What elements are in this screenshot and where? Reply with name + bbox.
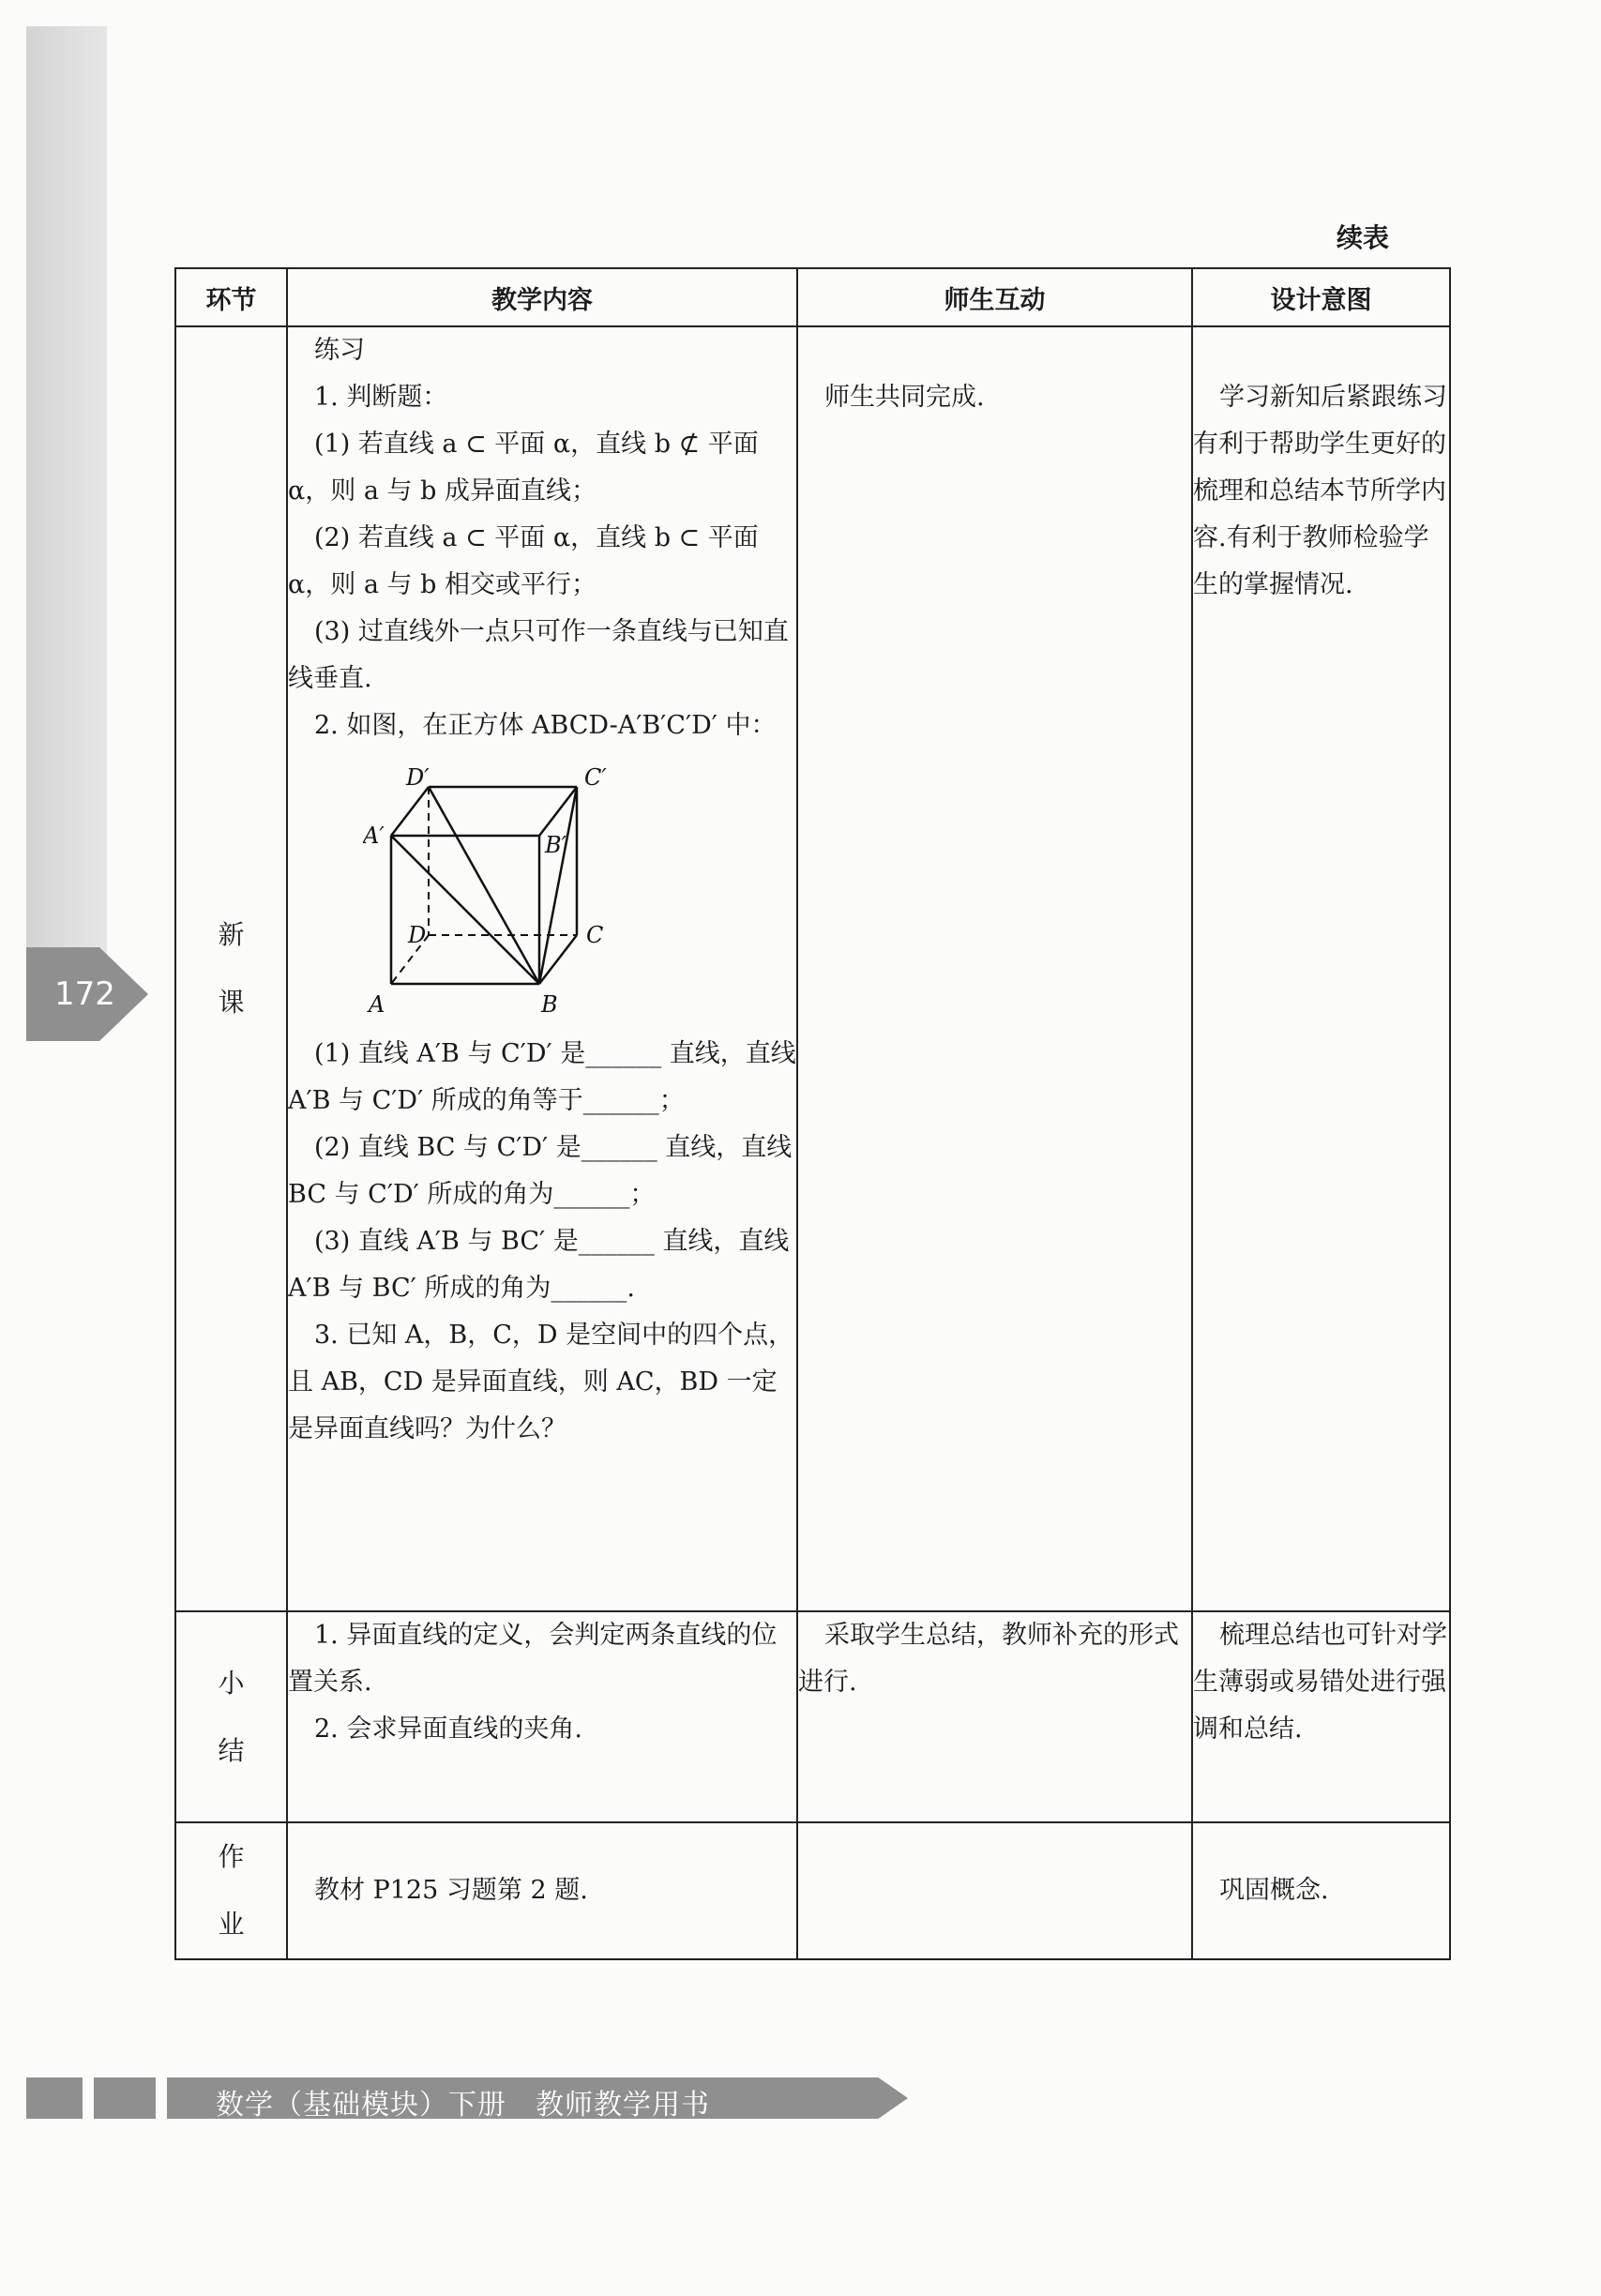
- lesson-table: [174, 267, 1451, 1960]
- table-row: [175, 1822, 1450, 1959]
- stage-cell: [175, 1822, 287, 1959]
- table-header-row: [175, 268, 1450, 326]
- content-line: (1) 直线 A′B 与 C′D′ 是______ 直线，直线 A′B 与 C′D′ 所成的角等于______；: [288, 1039, 796, 1115]
- label-Dp: D′: [406, 764, 430, 791]
- content-line: 2. 如图，在正方体 ABCD-A′B′C′D′ 中：: [314, 711, 777, 740]
- stage-char: 业: [218, 1909, 245, 1940]
- intent-cell: [1192, 1822, 1450, 1959]
- header-content: 教学内容: [287, 268, 797, 326]
- footer-title: 数学（基础模块）下册 教师教学用书: [216, 2089, 710, 2122]
- stage-char: 小: [218, 1667, 245, 1699]
- content-cell: [287, 1822, 797, 1959]
- intent-cell: [1192, 326, 1450, 1611]
- stage-cell: [175, 326, 287, 1611]
- interaction-text: 师生共同完成.: [824, 383, 985, 412]
- stage-char: 课: [218, 987, 245, 1018]
- interaction-cell: [797, 326, 1192, 1611]
- page-number: 172: [54, 975, 115, 1013]
- header-intent: 设计意图: [1192, 268, 1450, 326]
- content-line: (3) 直线 A′B 与 BC′ 是______ 直线，直线 A′B 与 BC′ 所成的角为______.: [288, 1227, 790, 1303]
- diag-ApB: [391, 836, 539, 984]
- content-line: 1. 判断题：: [314, 383, 448, 412]
- cube-figure: [363, 759, 644, 1021]
- content-line: 3. 已知 A，B，C，D 是空间中的四个点，且 AB，CD 是异面直线，则 AC，BD 一定是异面直线吗？为什么？: [288, 1321, 794, 1443]
- footer-block: [94, 2077, 156, 2119]
- content-line: 1. 异面直线的定义，会判定两条直线的位置关系.: [288, 1621, 778, 1697]
- label-Cp: C′: [584, 764, 607, 791]
- content-line: (3) 过直线外一点只可作一条直线与已知直线垂直.: [288, 617, 789, 693]
- label-A: A: [369, 991, 385, 1018]
- table-row: [175, 326, 1450, 1611]
- content-line: (2) 若直线 a ⊂ 平面 α，直线 b ⊂ 平面 α，则 a 与 b 相交或平行；: [288, 523, 759, 599]
- label-C: C: [586, 922, 604, 948]
- table-row: [175, 1611, 1450, 1822]
- content-line: 教材 P125 习题第 2 题.: [314, 1876, 588, 1905]
- label-Bp: B′: [545, 832, 567, 858]
- side-strip: [26, 26, 107, 1020]
- stage-char: 作: [218, 1841, 245, 1872]
- header-interaction: 师生互动: [797, 268, 1192, 326]
- interaction-text: 采取学生总结，教师补充的形式进行.: [798, 1621, 1179, 1697]
- content-line: 2. 会求异面直线的夹角.: [314, 1714, 582, 1744]
- content-cell: [287, 1611, 797, 1822]
- label-B: B: [541, 991, 558, 1018]
- label-D: D: [408, 922, 427, 948]
- stage-char: 结: [218, 1734, 245, 1766]
- intent-text: 学习新知后紧跟练习有利于帮助学生更好的梳理和总结本节所学内容.有利于教师检验学生的掌握情况.: [1193, 383, 1447, 599]
- diag-CpB: [539, 787, 577, 984]
- interaction-cell: [797, 1611, 1192, 1822]
- intent-text: 巩固概念.: [1219, 1876, 1329, 1905]
- interaction-cell: [797, 1822, 1192, 1959]
- diag-DpB: [429, 787, 539, 984]
- content-line: (1) 若直线 a ⊂ 平面 α，直线 b ⊄ 平面 α，则 a 与 b 成异面直线；: [288, 430, 759, 506]
- header-stage: 环节: [175, 268, 287, 326]
- intent-text: 梳理总结也可针对学生薄弱或易错处进行强调和总结.: [1193, 1621, 1447, 1744]
- content-line: (2) 直线 BC 与 C′D′ 是______ 直线，直线 BC 与 C′D′ 所成的角为______；: [288, 1133, 793, 1209]
- stage-cell: [175, 1611, 287, 1822]
- continued-label: 续表: [1337, 222, 1390, 253]
- content-cell: [287, 326, 797, 1611]
- edge-ApDp: [391, 787, 429, 836]
- content-line: 练习: [314, 336, 365, 365]
- intent-cell: [1192, 1611, 1450, 1822]
- stage-char: 新: [218, 919, 245, 950]
- label-Ap: A′: [363, 823, 385, 849]
- footer-block: [26, 2077, 83, 2119]
